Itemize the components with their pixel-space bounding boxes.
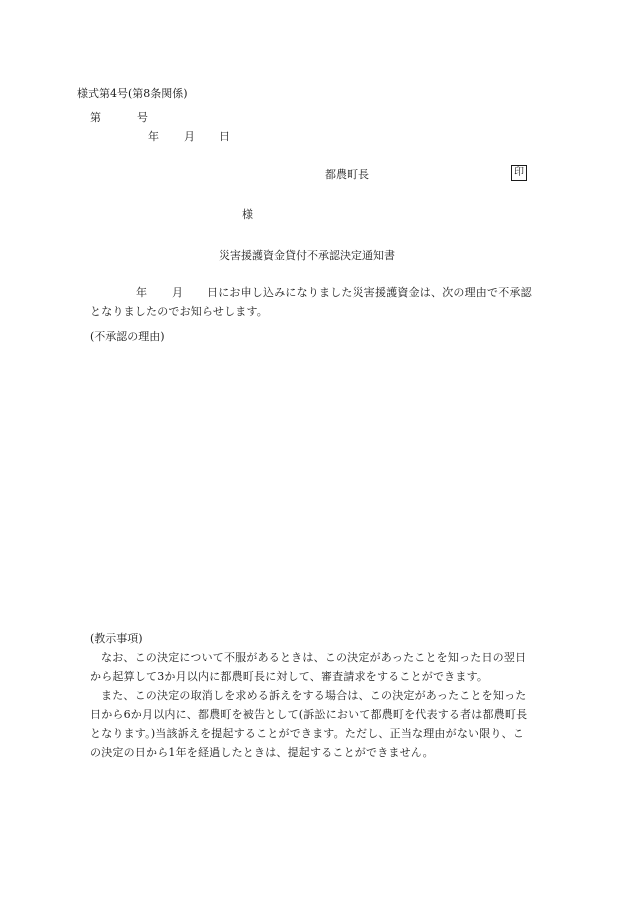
instruction-p2-line-3: となります。)当該訴えを提起することができます。ただし、正当な理由がない限り、こ	[90, 727, 525, 740]
body-line-2: となりましたのでお知らせします。	[90, 305, 268, 318]
instruction-p1-line-2: から起算して3か月以内に都農町長に対して、審査請求をすることができます。	[90, 670, 489, 683]
instruction-p1-line-1: なお、この決定について不服があるときは、この決定があったことを知った日の翌日	[101, 651, 527, 664]
body-year: 年	[136, 286, 147, 299]
body-month: 月	[172, 286, 183, 299]
form-label: 様式第4号(第8条関係)	[77, 87, 188, 100]
instruction-p2-line-1: また、この決定の取消しを求める訴えをする場合は、この決定があったことを知った	[101, 689, 527, 702]
seal-mark: 印	[511, 165, 527, 181]
date-month: 月	[184, 130, 195, 143]
issuer-name: 都農町長	[325, 168, 369, 181]
reason-heading: (不承認の理由)	[90, 330, 165, 343]
instruction-p2-line-4: の決定の日から1年を経過したときは、提起することができません。	[90, 746, 434, 759]
instruction-p2-line-2: 日から6か月以内に、都農町を被告として(訴訟において都農町を代表する者は都農町長	[90, 708, 528, 721]
body-line-1: 日にお申し込みになりました災害援護資金は、次の理由で不承認	[207, 286, 532, 299]
instruction-heading: (教示事項)	[90, 632, 143, 645]
date-year: 年	[148, 130, 159, 143]
number-dai: 第	[90, 111, 101, 124]
document-title: 災害援護資金貸付不承認決定通知書	[219, 249, 395, 262]
date-day: 日	[219, 130, 230, 143]
addressee-suffix: 様	[242, 208, 253, 221]
number-go: 号	[137, 111, 148, 124]
